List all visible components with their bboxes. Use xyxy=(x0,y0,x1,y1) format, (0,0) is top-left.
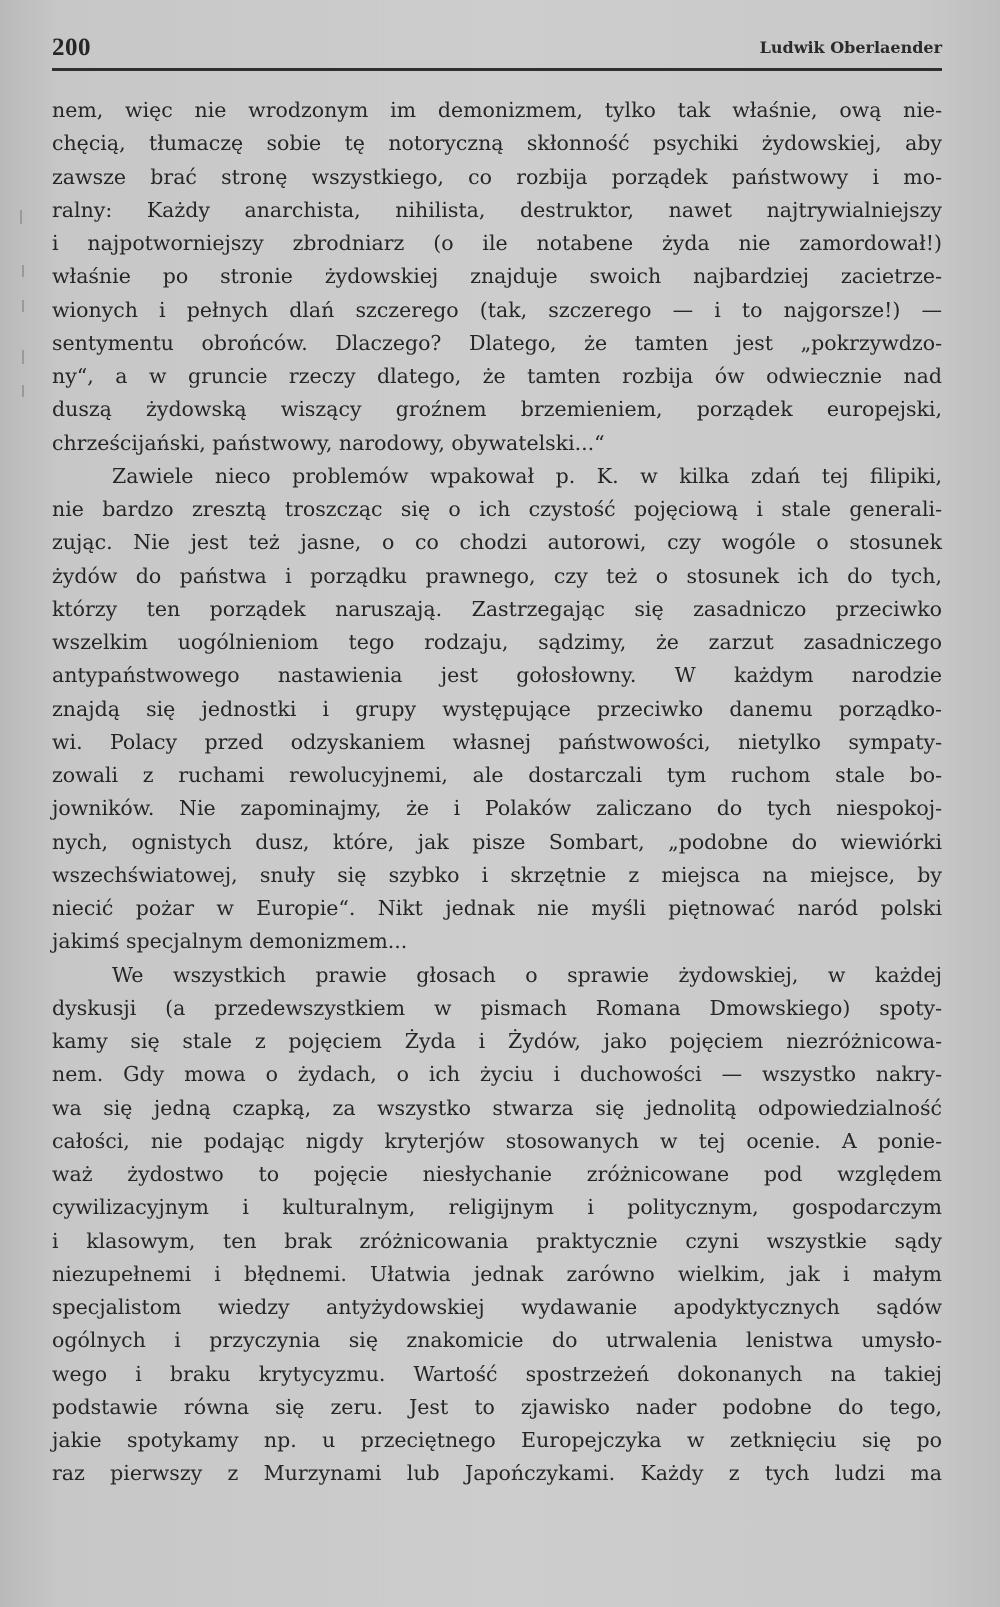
text-line: niezupełnemi i błędnemi. Ułatwia jednak zarówno wielkim, jak i małym xyxy=(52,1261,942,1286)
margin-mark xyxy=(22,265,24,277)
text-line: Zawiele nieco problemów wpakował p. K. w kilka zdań tej filipiki, xyxy=(112,463,942,488)
text-line: i najpotworniejszy zbrodniarz (o ile notabene żyda nie zamordował!) xyxy=(52,231,942,255)
text-line: jowników. Nie zapominajmy, że i Polaków zaliczano do tych niespokoj- xyxy=(52,796,942,821)
text-line: specjalistom wiedzy antyżydowskiej wydawanie apodyktycznych sądów xyxy=(52,1295,942,1319)
text-line: nem. Gdy mowa o żydach, o ich życiu i duchowości — wszystko nakry- xyxy=(52,1062,942,1087)
margin-mark xyxy=(22,385,24,397)
text-line: antypaństwowego nastawienia jest gołosłowny. W każdym narodzie xyxy=(52,663,942,688)
header-rule xyxy=(52,68,942,71)
text-line: dyskusji (a przedewszystkiem w pismach Romana Dmowskiego) spoty- xyxy=(52,995,942,1020)
text-line: duszą żydowską wiszący groźnem brzemieniem, porządek europejski, xyxy=(52,397,942,422)
text-line: wszechświatowej, snuły się szybko i skrzętnie z miejsca na miejsce, by xyxy=(52,862,942,887)
text-line: jakimś specjalnym demonizmem... xyxy=(52,929,408,954)
text-line: nych, ognistych dusz, które, jak pisze Sombart, „podobne do wiewiórki xyxy=(52,829,942,854)
text-line: jakie spotykamy np. u przeciętnego Europejczyka w zetknięciu się po xyxy=(52,1428,942,1452)
text-line: raz pierwszy z Murzynami lub Japończykami. Każdy z tych ludzi ma xyxy=(52,1461,942,1486)
text-line: zowali z ruchami rewolucyjnemi, ale dostarczali tym ruchom stale bo- xyxy=(52,763,942,787)
text-line: całości, nie podając nigdy kryterjów stosowanych w tej ocenie. A ponie- xyxy=(52,1128,942,1153)
text-line: chęcią, tłumaczę sobie tę notoryczną skłonność psychiki żydowskiej, aby xyxy=(52,131,942,156)
text-line: zując. Nie jest też jasne, o co chodzi autorowi, czy wogóle o stosunek xyxy=(52,530,942,555)
page-header xyxy=(52,34,942,64)
margin-mark xyxy=(22,350,24,364)
text-line: którzy ten porządek naruszają. Zastrzegając się zasadniczo przeciwko xyxy=(52,596,942,621)
text-line: kamy się stale z pojęciem Żyda i Żydów, jako pojęciem niezróżnicowa- xyxy=(52,1029,942,1053)
text-line: podstawie równa się zeru. Jest to zjawisko nader podobne do tego, xyxy=(52,1394,942,1419)
text-line: znajdą się jednostki i grupy występujące przeciwko danemu porządko- xyxy=(52,696,942,721)
margin-mark xyxy=(20,210,22,224)
text-line: i klasowym, ten brak zróżnicowania praktycznie czyni wszystkie sądy xyxy=(52,1228,942,1253)
body-text xyxy=(52,94,942,1491)
text-line: wi. Polacy przed odzyskaniem własnej państwowości, nietylko sympaty- xyxy=(52,729,942,754)
running-head: Ludwik Oberlaender xyxy=(759,38,942,57)
text-line: wego i braku krytycyzmu. Wartość spostrzeżeń dokonanych na takiej xyxy=(52,1361,942,1386)
text-line: nem, więc nie wrodzonym im demonizmem, tylko tak właśnie, ową nie- xyxy=(52,98,942,122)
text-line: sentymentu obrońców. Dlaczego? Dlatego, że tamten jest „pokrzywdzo- xyxy=(52,330,942,355)
text-line: We wszystkich prawie głosach o sprawie żydowskiej, w każdej xyxy=(112,962,942,987)
text-line: ralny: Każdy anarchista, nihilista, destruktor, nawet najtrywialniejszy xyxy=(52,197,942,222)
text-line: wszelkim uogólnieniom tego rodzaju, sądzimy, że zarzut zasadniczego xyxy=(52,630,942,654)
page-number: 200 xyxy=(52,34,91,61)
text-line: nie bardzo zresztą troszcząc się o ich czystość pojęciową i stale generali- xyxy=(52,497,942,521)
text-line: wionych i pełnych dlań szczerego (tak, szczerego — i to najgorsze!) — xyxy=(52,297,942,322)
text-line: niecić pożar w Europie“. Nikt jednak nie myśli piętnować naród polski xyxy=(52,896,942,920)
text-line: ny“, a w gruncie rzeczy dlatego, że tamten rozbija ów odwiecznie nad xyxy=(52,364,942,388)
text-line: żydów do państwa i porządku prawnego, czy też o stosunek ich do tych, xyxy=(52,563,942,588)
text-line: waż żydostwo to pojęcie niesłychanie zróżnicowane pod względem xyxy=(52,1162,942,1186)
text-line: wa się jedną czapką, za wszystko stwarza się jednolitą odpowiedzialność xyxy=(52,1095,942,1120)
text-line: właśnie po stronie żydowskiej znajduje swoich najbardziej zacietrze- xyxy=(52,264,942,289)
text-line: chrześcijański, państwowy, narodowy, obywatelski...“ xyxy=(52,430,605,455)
text-line: zawsze brać stronę wszystkiego, co rozbija porządek państwowy i mo- xyxy=(52,164,942,189)
margin-mark xyxy=(22,300,24,312)
text-line: ogólnych i przyczynia się znakomicie do utrwalenia lenistwa umysło- xyxy=(52,1328,942,1353)
text-line: cywilizacyjnym i kulturalnym, religijnym i politycznym, gospodarczym xyxy=(52,1195,942,1220)
